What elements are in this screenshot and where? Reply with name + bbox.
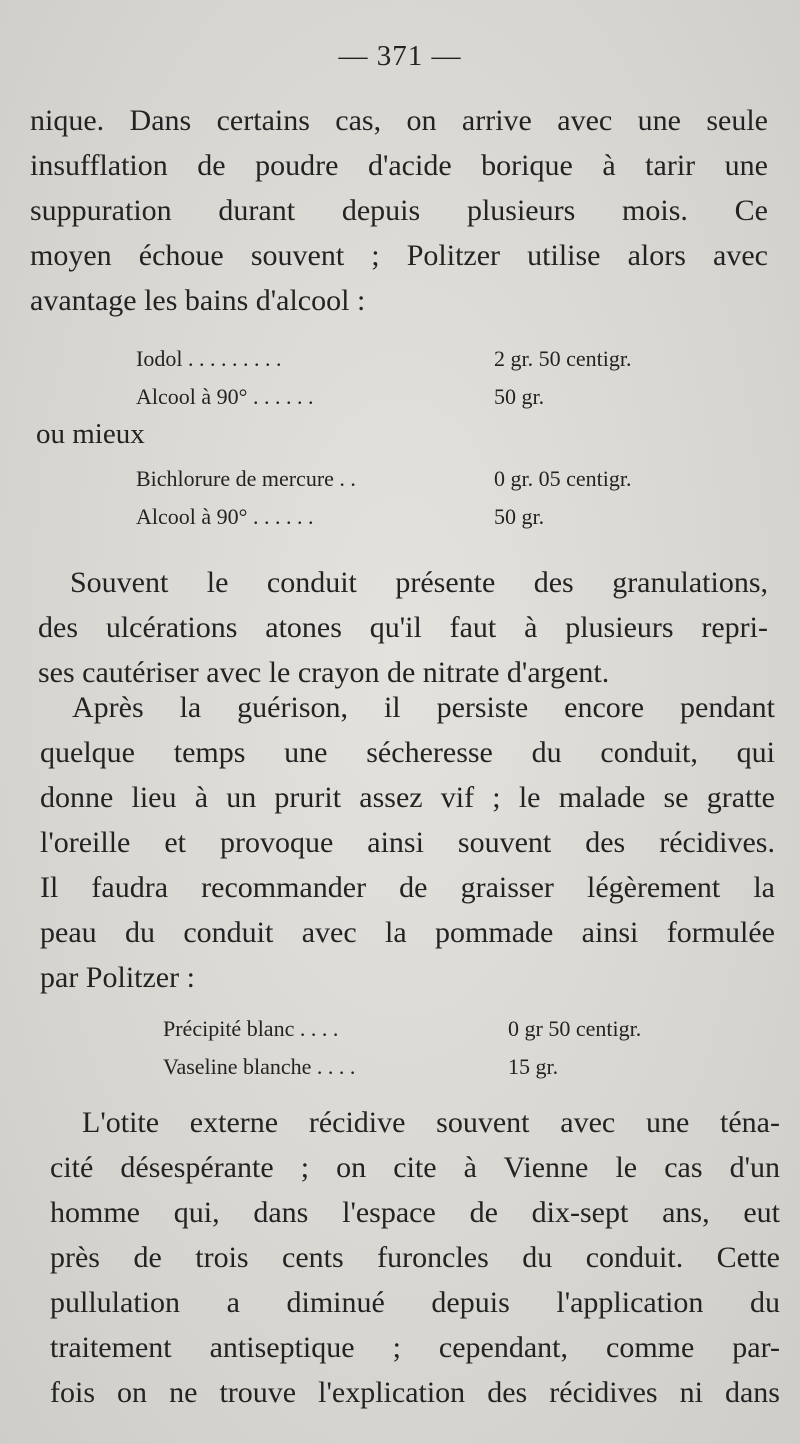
paragraph-3 [40, 685, 775, 1000]
text-line: ses cautériser avec le crayon de nitrate d'argent. [38, 656, 610, 689]
ingredient-name: Iodol . . . . . . . . . [136, 346, 282, 371]
text-line: près de trois cents furoncles du conduit. Cette [50, 1241, 780, 1274]
formula-iodol [136, 340, 631, 416]
text-line: fois on ne trouve l'explication des récidives ni dans [50, 1376, 780, 1409]
text-line: insufflation de poudre d'acide borique à tarir une [30, 149, 768, 182]
text-line: traitement antiseptique ; cependant, comme par- [50, 1331, 780, 1364]
ingredient-amount: 0 gr. 05 centigr. [494, 466, 632, 491]
formula-row [136, 498, 631, 536]
text-line: homme qui, dans l'espace de dix-sept ans, eut [50, 1196, 780, 1229]
text-line: des ulcérations atones qu'il faut à plusieurs repri- [38, 611, 768, 644]
connector-text: ou mieux [36, 418, 145, 450]
ingredient-name: Vaseline blanche . . . . [163, 1054, 356, 1079]
ingredient-amount: 2 gr. 50 centigr. [494, 346, 632, 371]
formula-row [136, 460, 631, 498]
text-line: suppuration durant depuis plusieurs mois. Ce [30, 194, 768, 227]
text-line: quelque temps une sécheresse du conduit, qui [40, 736, 775, 769]
text-line: pullulation a diminué depuis l'application du [50, 1286, 780, 1319]
text-line: peau du conduit avec la pommade ainsi formulée [40, 916, 775, 949]
text-line: L'otite externe récidive souvent avec une téna- [82, 1106, 780, 1139]
formula-row [163, 1010, 641, 1048]
formula-row [163, 1048, 641, 1086]
ingredient-name: Alcool à 90° . . . . . . [136, 384, 314, 409]
formula-bichlorure [136, 460, 631, 536]
text-line: cité désespérante ; on cite à Vienne le cas d'un [50, 1151, 780, 1184]
text-line: par Politzer : [40, 961, 195, 994]
text-line: Souvent le conduit présente des granulations, [70, 566, 768, 599]
formula-row [136, 378, 631, 416]
text-line: donne lieu à un prurit assez vif ; le malade se gratte [40, 781, 775, 814]
page-number: — 371 — [338, 40, 462, 72]
ingredient-amount: 15 gr. [508, 1054, 559, 1079]
text-line: moyen échoue souvent ; Politzer utilise alors avec [30, 239, 768, 272]
formula-row [136, 340, 631, 378]
text-line: l'oreille et provoque ainsi souvent des récidives. [40, 826, 775, 859]
formula-precipite [163, 1010, 641, 1086]
text-line: Après la guérison, il persiste encore pendant [72, 691, 775, 724]
ingredient-amount: 50 gr. [494, 504, 545, 529]
paragraph-4 [50, 1100, 780, 1415]
ingredient-name: Précipité blanc . . . . [163, 1016, 339, 1041]
paragraph-1 [30, 98, 768, 323]
text-line: nique. Dans certains cas, on arrive avec une seule [30, 104, 768, 137]
paragraph-2 [38, 560, 768, 695]
text-line: avantage les bains d'alcool : [30, 284, 366, 317]
text-line: Il faudra recommander de graisser légèrement la [40, 871, 775, 904]
ingredient-name: Alcool à 90° . . . . . . [136, 504, 314, 529]
ingredient-name: Bichlorure de mercure . . [136, 466, 356, 491]
ingredient-amount: 0 gr 50 centigr. [508, 1016, 642, 1041]
ingredient-amount: 50 gr. [494, 384, 545, 409]
